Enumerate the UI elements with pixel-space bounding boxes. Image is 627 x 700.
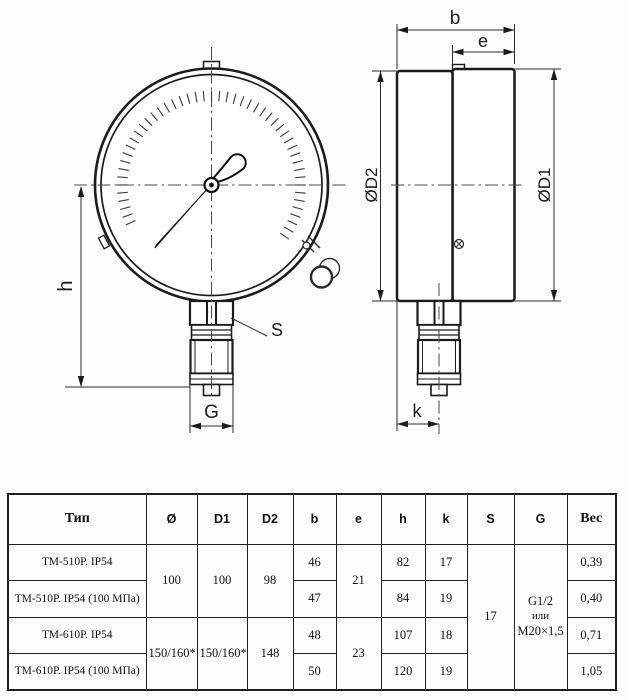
cell-b-4: 50 xyxy=(293,653,336,690)
dim-label-h: h xyxy=(55,280,77,292)
side-view xyxy=(362,8,561,434)
cell-weight-2: 0,40 xyxy=(567,580,616,617)
cell-e-g1: 21 xyxy=(336,544,381,617)
header-h: h xyxy=(381,494,425,544)
table-row xyxy=(8,544,616,580)
cell-diam-g1: 100 xyxy=(146,544,197,617)
header-d2: D2 xyxy=(247,494,293,544)
cell-k-2: 19 xyxy=(425,580,467,617)
header-d1: D1 xyxy=(197,494,247,544)
valve-knob xyxy=(302,236,340,288)
side-case-front xyxy=(397,71,453,301)
g-line-2: или xyxy=(531,609,550,622)
cell-weight-3: 0,71 xyxy=(567,617,616,653)
cell-type-2: ТМ-510Р. IP54 (100 МПа) xyxy=(8,580,146,617)
cell-d2-g1: 98 xyxy=(247,544,293,617)
cell-e-g2: 23 xyxy=(336,617,381,690)
header-b: b xyxy=(293,494,336,544)
cell-h-3: 107 xyxy=(381,617,425,653)
cell-weight-4: 1,05 xyxy=(567,653,616,690)
cell-h-1: 82 xyxy=(381,544,425,580)
cell-k-3: 18 xyxy=(425,617,467,653)
cell-type-1: ТМ-510Р. IP54 xyxy=(8,544,146,580)
cell-g-all xyxy=(514,544,567,690)
header-weight: Вес xyxy=(567,494,616,544)
cell-d1-g2: 150/160* xyxy=(197,617,247,690)
case-screw-icon xyxy=(455,240,464,249)
g-line-3: M20×1,5 xyxy=(517,623,564,638)
spec-table xyxy=(7,493,617,691)
dim-label-k: k xyxy=(412,401,422,421)
dim-label-b: b xyxy=(449,8,461,29)
cell-s-all: 17 xyxy=(467,544,514,690)
cell-h-4: 120 xyxy=(381,653,425,690)
dimension-b xyxy=(397,24,515,69)
cell-k-4: 19 xyxy=(425,653,467,690)
front-view xyxy=(55,47,349,433)
cell-b-2: 47 xyxy=(293,580,336,617)
cell-b-3: 48 xyxy=(293,617,336,653)
header-g: G xyxy=(514,494,567,544)
dim-label-g: G xyxy=(204,402,219,423)
cell-type-3: ТМ-610Р. IP54 xyxy=(8,617,146,653)
header-type: Тип xyxy=(8,494,146,544)
header-s: S xyxy=(467,494,514,544)
header-diam: Ø xyxy=(146,494,197,544)
cell-h-2: 84 xyxy=(381,580,425,617)
cell-diam-g2: 150/160* xyxy=(146,617,197,690)
cell-type-4: ТМ-610Р. IP54 (100 МПа) xyxy=(8,653,146,690)
g-line-1: G1/2 xyxy=(528,594,553,609)
cell-b-1: 46 xyxy=(293,544,336,580)
dim-label-e: e xyxy=(477,31,489,51)
label-s: S xyxy=(271,320,284,340)
cell-d2-g2: 148 xyxy=(247,617,293,690)
cell-weight-1: 0,39 xyxy=(567,544,616,580)
header-e: e xyxy=(336,494,381,544)
dim-label-d2: ØD2 xyxy=(362,167,381,203)
cell-k-1: 17 xyxy=(425,544,467,580)
dim-label-d1: ØD1 xyxy=(535,167,554,203)
table-header-row xyxy=(8,494,616,544)
header-k: k xyxy=(425,494,467,544)
s-leader-line xyxy=(231,318,267,336)
cell-d1-g1: 100 xyxy=(197,544,247,617)
